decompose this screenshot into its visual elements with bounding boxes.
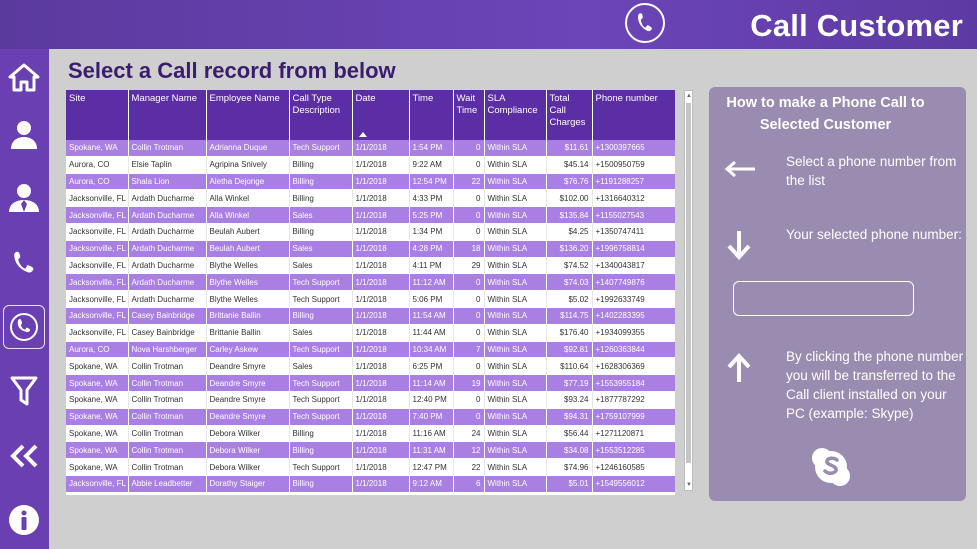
- column-header-label: Phone number: [595, 93, 658, 104]
- column-header[interactable]: [453, 90, 484, 140]
- table-cell: 1/1/2018: [352, 425, 409, 442]
- table-cell: 1:34 PM: [409, 223, 453, 240]
- table-cell: $74.03: [546, 274, 592, 291]
- table-cell: Carley Askew: [206, 341, 289, 358]
- phone-number-cell[interactable]: +1996758814: [592, 240, 675, 257]
- arrow-up-icon: [726, 352, 752, 389]
- table-cell: 1/1/2018: [352, 391, 409, 408]
- table-row[interactable]: [66, 324, 675, 341]
- table-cell: Spokane, WA: [66, 375, 128, 392]
- table-cell: 18: [453, 240, 484, 257]
- table-cell: Brittanie Ballin: [206, 307, 289, 324]
- table-cell: Agripina Snively: [206, 156, 289, 173]
- table-cell: Collin Trotman: [128, 459, 206, 476]
- table-cell: Ardath Ducharme: [128, 257, 206, 274]
- phone-number-cell[interactable]: +1628306369: [592, 358, 675, 375]
- table-row[interactable]: [66, 459, 675, 476]
- phone-number-cell[interactable]: +1350747411: [592, 223, 675, 240]
- table-cell: Within SLA: [484, 341, 546, 358]
- table-cell: Sales: [289, 207, 352, 224]
- table-cell: Debora Wilker: [206, 425, 289, 442]
- table-cell: 1/1/2018: [352, 375, 409, 392]
- table-cell: Aurora, CO: [66, 156, 128, 173]
- table-cell: Within SLA: [484, 358, 546, 375]
- table-cell: Jacksonville, FL: [66, 291, 128, 308]
- table-cell: $77.19: [546, 375, 592, 392]
- table-cell: 1/1/2018: [352, 475, 409, 492]
- table-row[interactable]: [66, 257, 675, 274]
- table-cell: $74.96: [546, 459, 592, 476]
- table-cell: 12:47 PM: [409, 459, 453, 476]
- table-cell: Within SLA: [484, 173, 546, 190]
- table-cell: $114.75: [546, 307, 592, 324]
- table-cell: Collin Trotman: [128, 391, 206, 408]
- table-cell: 0: [453, 140, 484, 156]
- column-header-label: Call Type Description: [292, 93, 341, 116]
- table-cell: Deandre Smyre: [206, 391, 289, 408]
- table-cell: Billing: [289, 173, 352, 190]
- phone-number-cell[interactable]: +1246160585: [592, 459, 675, 476]
- table-cell: Elsie Taplin: [128, 156, 206, 173]
- table-cell: Billing: [289, 425, 352, 442]
- table-cell: Jacksonville, FL: [66, 307, 128, 324]
- table-cell: 1/1/2018: [352, 291, 409, 308]
- table-cell: Tech Support: [289, 408, 352, 425]
- table-cell: 11:12 AM: [409, 274, 453, 291]
- selected-phone-field[interactable]: [733, 281, 914, 316]
- table-cell: 1/1/2018: [352, 307, 409, 324]
- table-cell: Within SLA: [484, 291, 546, 308]
- table-cell: Spokane, WA: [66, 425, 128, 442]
- scroll-thumb[interactable]: [686, 103, 691, 463]
- table-cell: Sales: [289, 257, 352, 274]
- table-cell: 4:33 PM: [409, 190, 453, 207]
- table-cell: Tech Support: [289, 459, 352, 476]
- table-cell: 1/1/2018: [352, 190, 409, 207]
- table-cell: Jacksonville, FL: [66, 223, 128, 240]
- table-cell: $102.00: [546, 190, 592, 207]
- column-header[interactable]: [289, 90, 352, 140]
- table-cell: Casey Bainbridge: [128, 324, 206, 341]
- table-cell: Alla Winkel: [206, 207, 289, 224]
- table-cell: Ardath Ducharme: [128, 291, 206, 308]
- table-cell: Within SLA: [484, 240, 546, 257]
- column-header-label: Time: [412, 93, 434, 104]
- table-cell: 0: [453, 408, 484, 425]
- table-cell: Jacksonville, FL: [66, 257, 128, 274]
- sort-ascending-icon[interactable]: [359, 132, 367, 137]
- table-cell: Within SLA: [484, 156, 546, 173]
- table-row[interactable]: [66, 207, 675, 224]
- column-header-label: Site: [69, 93, 86, 104]
- table-cell: Ardath Ducharme: [128, 207, 206, 224]
- column-header-label: Wait Time: [456, 93, 478, 116]
- phone-circle-nav-icon[interactable]: [3, 305, 45, 349]
- table-cell: Within SLA: [484, 442, 546, 459]
- table-cell: Collin Trotman: [128, 358, 206, 375]
- table-cell: 1/1/2018: [352, 257, 409, 274]
- table-cell: 5:06 PM: [409, 291, 453, 308]
- table-cell: Jacksonville, FL: [66, 274, 128, 291]
- help-title: How to make a Phone Call to Selected Customer: [726, 95, 925, 133]
- help-panel: [709, 87, 966, 501]
- table-cell: 0: [453, 274, 484, 291]
- table-cell: 12:54 PM: [409, 173, 453, 190]
- column-header-label: Date: [355, 93, 376, 104]
- table-cell: $11.61: [546, 140, 592, 156]
- table-cell: Jacksonville, FL: [66, 190, 128, 207]
- phone-number-cell[interactable]: +1316640312: [592, 190, 675, 207]
- column-header[interactable]: [352, 90, 409, 140]
- table-row[interactable]: [66, 274, 675, 291]
- table-cell: $5.02: [546, 291, 592, 308]
- table-cell: Collin Trotman: [128, 375, 206, 392]
- phone-number-cell[interactable]: +1553955184: [592, 375, 675, 392]
- table-cell: 1/1/2018: [352, 240, 409, 257]
- table-cell: 0: [453, 207, 484, 224]
- table-cell: Within SLA: [484, 307, 546, 324]
- table-cell: Within SLA: [484, 274, 546, 291]
- table-row[interactable]: [66, 223, 675, 240]
- table-row[interactable]: [66, 307, 675, 324]
- table-row[interactable]: [66, 240, 675, 257]
- table-cell: Billing: [289, 475, 352, 492]
- double-chevron-left-icon[interactable]: [3, 434, 45, 478]
- table-cell: 1/1/2018: [352, 156, 409, 173]
- table-cell: 9:22 AM: [409, 156, 453, 173]
- table-cell: Sales: [289, 324, 352, 341]
- table-cell: Billing: [289, 223, 352, 240]
- table-header-row: [66, 90, 675, 140]
- table-scrollbar[interactable]: [684, 90, 693, 491]
- phone-number-cell[interactable]: +1553512285: [592, 442, 675, 459]
- table-cell: Within SLA: [484, 425, 546, 442]
- column-header[interactable]: [546, 90, 592, 140]
- table-cell: $136.20: [546, 240, 592, 257]
- table-cell: 19: [453, 375, 484, 392]
- table-cell: 0: [453, 324, 484, 341]
- table-cell: 7:40 PM: [409, 408, 453, 425]
- table-cell: Jacksonville, FL: [66, 207, 128, 224]
- table-cell: 24: [453, 425, 484, 442]
- table-cell: Ardath Ducharme: [128, 223, 206, 240]
- table-cell: Jacksonville, FL: [66, 324, 128, 341]
- table-cell: 1:54 PM: [409, 140, 453, 156]
- table-cell: Within SLA: [484, 140, 546, 156]
- table-cell: $4.25: [546, 223, 592, 240]
- top-bar: [0, 0, 977, 49]
- phone-number-cell[interactable]: +1340043817: [592, 257, 675, 274]
- table-cell: $45.14: [546, 156, 592, 173]
- table-cell: Spokane, WA: [66, 442, 128, 459]
- table-cell: Deandre Smyre: [206, 375, 289, 392]
- column-header-label: SLA Compliance: [487, 93, 538, 116]
- table-cell: Aletha Dejonge: [206, 173, 289, 190]
- table-cell: $34.08: [546, 442, 592, 459]
- table-cell: Billing: [289, 156, 352, 173]
- scroll-down-arrow-icon[interactable]: ▼: [686, 482, 692, 488]
- table-cell: Debora Wilker: [206, 442, 289, 459]
- table-cell: Collin Trotman: [128, 425, 206, 442]
- filter-icon[interactable]: [3, 369, 45, 413]
- column-header[interactable]: [66, 90, 128, 140]
- table-cell: Tech Support: [289, 140, 352, 156]
- table-cell: Beulah Aubert: [206, 240, 289, 257]
- table-cell: 1/1/2018: [352, 358, 409, 375]
- table-cell: $74.52: [546, 257, 592, 274]
- phone-number-cell[interactable]: +1191288257: [592, 173, 675, 190]
- phone-number-cell[interactable]: +1500950759: [592, 156, 675, 173]
- home-icon[interactable]: [3, 55, 45, 99]
- phone-number-cell[interactable]: +1260363844: [592, 341, 675, 358]
- phone-icon[interactable]: [3, 241, 45, 285]
- table-cell: Within SLA: [484, 375, 546, 392]
- table-cell: 1/1/2018: [352, 408, 409, 425]
- table-cell: Within SLA: [484, 207, 546, 224]
- table-cell: Spokane, WA: [66, 140, 128, 156]
- table-cell: Adrianna Duque: [206, 140, 289, 156]
- table-cell: Tech Support: [289, 291, 352, 308]
- table-cell: Deandre Smyre: [206, 358, 289, 375]
- phone-number-cell[interactable]: +1992633749: [592, 291, 675, 308]
- phone-number-cell[interactable]: +1549556012: [592, 475, 675, 492]
- phone-number-cell[interactable]: +1155027543: [592, 207, 675, 224]
- table-cell: Spokane, WA: [66, 408, 128, 425]
- phone-number-cell[interactable]: +1402283395: [592, 307, 675, 324]
- table-cell: Billing: [289, 442, 352, 459]
- table-row[interactable]: [66, 425, 675, 442]
- table-row[interactable]: [66, 358, 675, 375]
- table-cell: Tech Support: [289, 341, 352, 358]
- table-cell: Within SLA: [484, 324, 546, 341]
- table-cell: $5.01: [546, 475, 592, 492]
- table-cell: 4:28 PM: [409, 240, 453, 257]
- table-cell: $92.81: [546, 341, 592, 358]
- table-cell: 1/1/2018: [352, 442, 409, 459]
- table-row[interactable]: [66, 408, 675, 425]
- table-cell: Aurora, CO: [66, 341, 128, 358]
- table-cell: 6: [453, 475, 484, 492]
- help-step-2: Your selected phone number:: [786, 227, 962, 242]
- page-title: Call Customer: [750, 8, 963, 43]
- column-header[interactable]: [409, 90, 453, 140]
- table-cell: Collin Trotman: [128, 140, 206, 156]
- table-cell: Shala Lion: [128, 173, 206, 190]
- table-body: [66, 140, 675, 492]
- table-cell: 10:34 AM: [409, 341, 453, 358]
- skype-icon: [810, 446, 852, 488]
- table-cell: 1/1/2018: [352, 140, 409, 156]
- help-step-1: Select a phone number from the list: [786, 154, 957, 188]
- table-cell: 0: [453, 307, 484, 324]
- table-cell: Tech Support: [289, 274, 352, 291]
- table-cell: Sales: [289, 240, 352, 257]
- table-cell: Within SLA: [484, 223, 546, 240]
- table-cell: Tech Support: [289, 391, 352, 408]
- arrow-down-icon: [726, 229, 752, 266]
- table-cell: 11:16 AM: [409, 425, 453, 442]
- table-cell: Beulah Aubert: [206, 223, 289, 240]
- table-cell: 29: [453, 257, 484, 274]
- column-header[interactable]: [592, 90, 675, 140]
- phone-number-cell[interactable]: +1877787292: [592, 391, 675, 408]
- table-cell: 1/1/2018: [352, 223, 409, 240]
- help-step-3: By clicking the phone number you will be transferred to the Call client installed on your PC (example: Skype): [786, 349, 964, 421]
- table-cell: 5:25 PM: [409, 207, 453, 224]
- table-cell: Within SLA: [484, 459, 546, 476]
- table-cell: 1/1/2018: [352, 173, 409, 190]
- table-cell: Abbie Leadbetter: [128, 475, 206, 492]
- table-cell: 12:40 PM: [409, 391, 453, 408]
- table-cell: 0: [453, 156, 484, 173]
- column-header[interactable]: [128, 90, 206, 140]
- table-cell: Blythe Welles: [206, 274, 289, 291]
- table-row[interactable]: [66, 291, 675, 308]
- table-cell: 0: [453, 190, 484, 207]
- table-cell: Tech Support: [289, 375, 352, 392]
- table-cell: 11:14 AM: [409, 375, 453, 392]
- table-cell: Casey Bainbridge: [128, 307, 206, 324]
- table-cell: Aurora, CO: [66, 173, 128, 190]
- table-cell: 1/1/2018: [352, 341, 409, 358]
- table-cell: 1/1/2018: [352, 324, 409, 341]
- table-row[interactable]: [66, 375, 675, 392]
- phone-number-cell[interactable]: +1934099355: [592, 324, 675, 341]
- table-cell: Blythe Welles: [206, 291, 289, 308]
- phone-number-cell[interactable]: +1759107999: [592, 408, 675, 425]
- table-cell: Collin Trotman: [128, 408, 206, 425]
- table-cell: 0: [453, 223, 484, 240]
- table-cell: Blythe Welles: [206, 257, 289, 274]
- table-cell: $93.24: [546, 391, 592, 408]
- table-cell: 11:54 AM: [409, 307, 453, 324]
- column-header[interactable]: [484, 90, 546, 140]
- scroll-up-arrow-icon[interactable]: ▲: [686, 93, 692, 99]
- column-header[interactable]: [206, 90, 289, 140]
- call-records-table[interactable]: [66, 90, 675, 495]
- table-row[interactable]: [66, 442, 675, 459]
- table-cell: Within SLA: [484, 257, 546, 274]
- table-cell: Nova Harshberger: [128, 341, 206, 358]
- table-cell: Sales: [289, 358, 352, 375]
- table-cell: 1/1/2018: [352, 274, 409, 291]
- table-cell: 11:44 AM: [409, 324, 453, 341]
- sidebar: [0, 49, 49, 549]
- table-row[interactable]: [66, 156, 675, 173]
- column-header-label: Manager Name: [131, 93, 197, 104]
- table-cell: 12: [453, 442, 484, 459]
- section-title: Select a Call record from below: [68, 58, 396, 83]
- table-cell: $135.84: [546, 207, 592, 224]
- table-cell: Within SLA: [484, 475, 546, 492]
- table-cell: Within SLA: [484, 190, 546, 207]
- table-cell: 0: [453, 391, 484, 408]
- table-row[interactable]: [66, 190, 675, 207]
- table-cell: 22: [453, 173, 484, 190]
- table-cell: Brittanie Ballin: [206, 324, 289, 341]
- table-row[interactable]: [66, 391, 675, 408]
- table-row[interactable]: [66, 341, 675, 358]
- table-cell: 1/1/2018: [352, 207, 409, 224]
- table-cell: Dorathy Staiger: [206, 475, 289, 492]
- column-header-label: Total Call Charges: [549, 93, 586, 128]
- table-cell: Ardath Ducharme: [128, 240, 206, 257]
- table-row[interactable]: [66, 173, 675, 190]
- table-cell: 7: [453, 341, 484, 358]
- phone-number-cell[interactable]: +1300397665: [592, 140, 675, 156]
- table-cell: Spokane, WA: [66, 358, 128, 375]
- table-cell: Within SLA: [484, 408, 546, 425]
- table-cell: Billing: [289, 307, 352, 324]
- table-cell: $110.64: [546, 358, 592, 375]
- table-cell: 11:31 AM: [409, 442, 453, 459]
- table-cell: $76.76: [546, 173, 592, 190]
- phone-circle-icon: [625, 3, 665, 43]
- phone-number-cell[interactable]: +1407749876: [592, 274, 675, 291]
- table-cell: Jacksonville, FL: [66, 240, 128, 257]
- phone-number-cell[interactable]: +1271120871: [592, 425, 675, 442]
- table-cell: 9:12 AM: [409, 475, 453, 492]
- table-cell: Alla Winkel: [206, 190, 289, 207]
- table-cell: 0: [453, 291, 484, 308]
- info-icon[interactable]: [3, 498, 45, 542]
- table-cell: Billing: [289, 190, 352, 207]
- table-cell: Deandre Smyre: [206, 408, 289, 425]
- table-cell: $176.40: [546, 324, 592, 341]
- table-cell: Ardath Ducharme: [128, 190, 206, 207]
- table-cell: $56.44: [546, 425, 592, 442]
- table-cell: 0: [453, 358, 484, 375]
- table-cell: Within SLA: [484, 391, 546, 408]
- table-cell: Ardath Ducharme: [128, 274, 206, 291]
- user-icon[interactable]: [3, 113, 45, 157]
- table-cell: Spokane, WA: [66, 391, 128, 408]
- column-header-label: Employee Name: [209, 93, 280, 104]
- user-tie-icon[interactable]: [3, 176, 45, 220]
- table-cell: Collin Trotman: [128, 442, 206, 459]
- table-cell: 1/1/2018: [352, 459, 409, 476]
- table-cell: 4:11 PM: [409, 257, 453, 274]
- table-cell: 22: [453, 459, 484, 476]
- arrow-left-icon: [723, 159, 757, 184]
- table-cell: 6:25 PM: [409, 358, 453, 375]
- table-cell: Spokane, WA: [66, 459, 128, 476]
- table-cell: $94.31: [546, 408, 592, 425]
- table-row[interactable]: [66, 475, 675, 492]
- table-cell: Jacksonville, FL: [66, 475, 128, 492]
- table-row[interactable]: [66, 140, 675, 156]
- table-cell: Debora Wilker: [206, 459, 289, 476]
